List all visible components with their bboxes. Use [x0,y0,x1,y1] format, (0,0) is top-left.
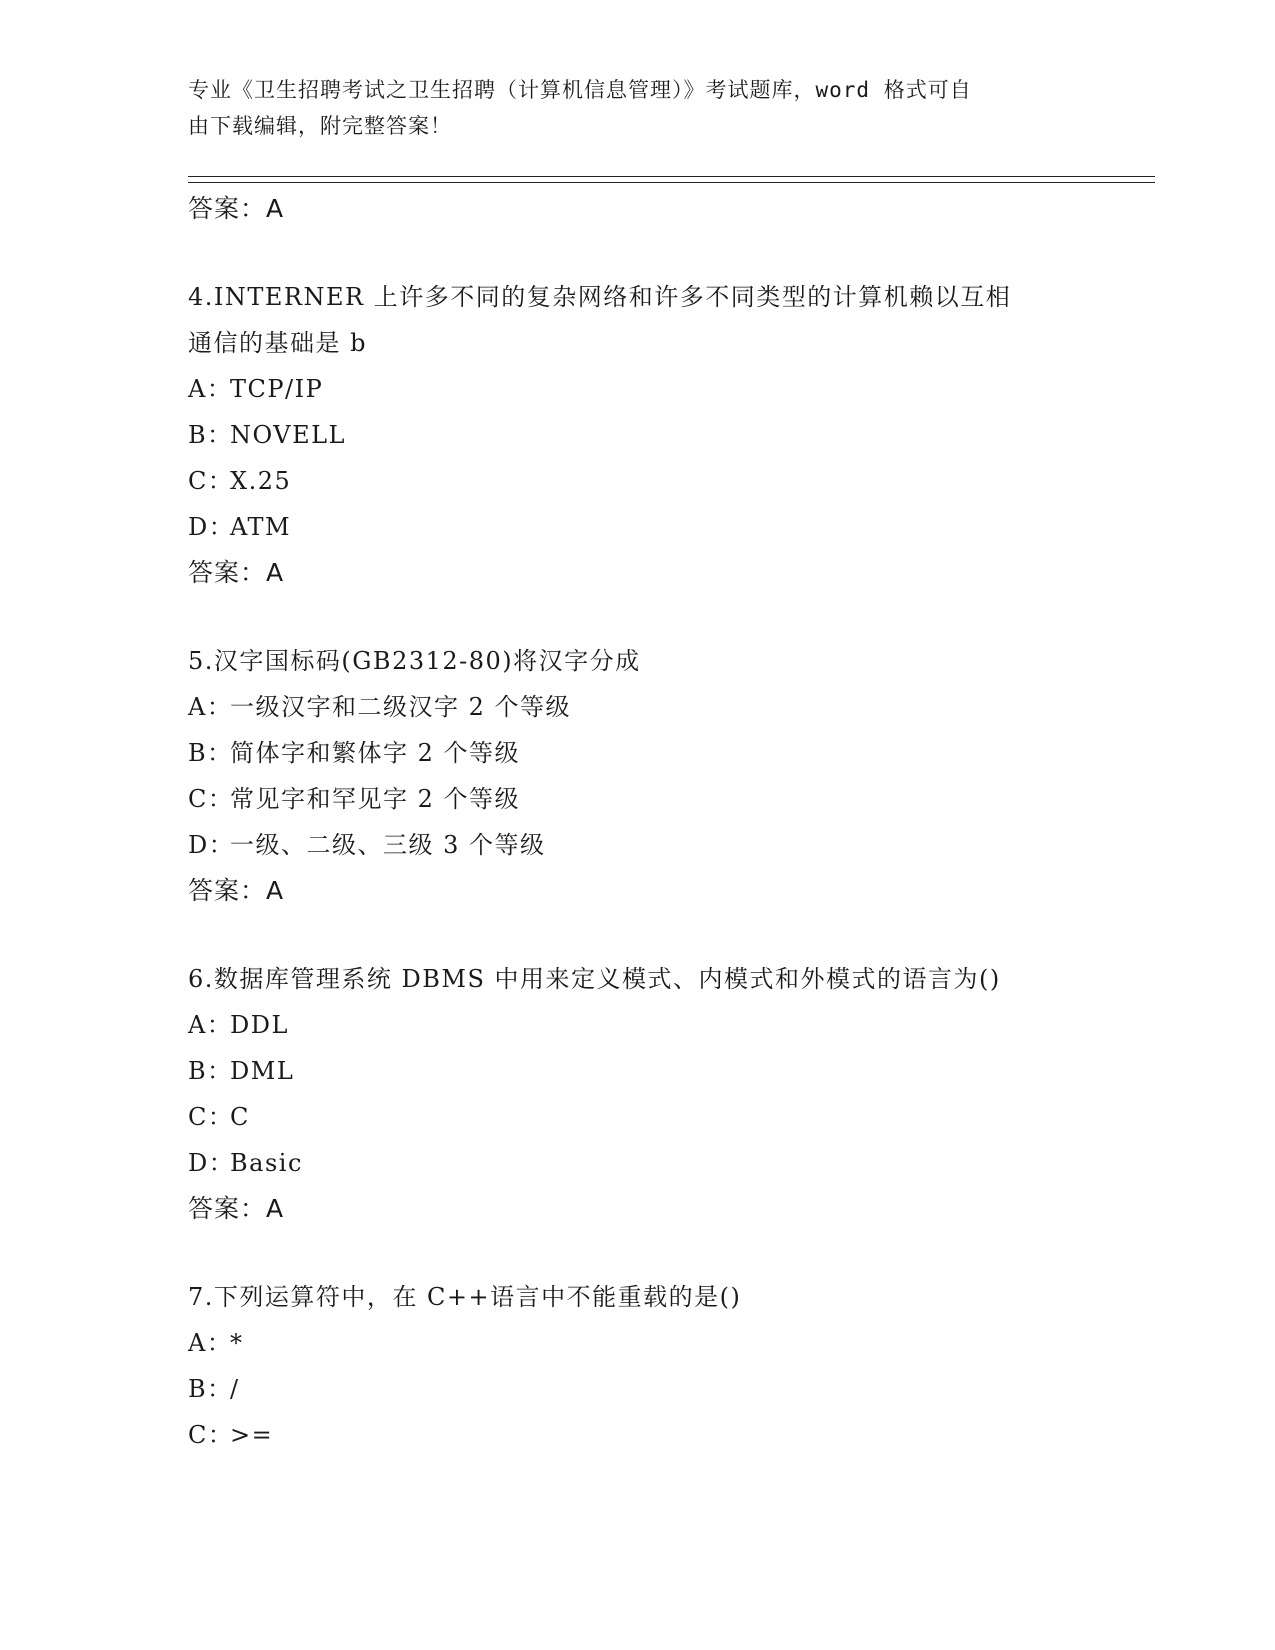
option-text: C [230,1103,250,1131]
option-a [188,366,1148,412]
option-c [188,1094,1148,1140]
option-text: / [230,1375,240,1403]
option-a [188,684,1148,730]
question-title [188,956,1068,1002]
answer-value: A [266,876,285,905]
option-c [188,1412,1148,1458]
answer-line [188,550,1148,596]
option-b [188,1048,1148,1094]
option-label: A： [188,1329,233,1357]
header-rule-bottom [188,182,1155,183]
question-title [188,274,1068,366]
option-label: B： [188,1057,233,1085]
question-5 [188,638,1148,914]
answer-value: A [266,1194,285,1223]
answer-label: 答案： [188,876,267,905]
option-a [188,1320,1148,1366]
option-a [188,1002,1148,1048]
question-title [188,638,1068,684]
question-title-line: 5.汉字国标码(GB2312-80)将汉字分成 [188,647,641,675]
option-label: C： [188,467,234,495]
option-text: Basic [230,1149,303,1177]
option-text: DDL [230,1011,289,1039]
option-b [188,1366,1148,1412]
question-4 [188,274,1148,596]
option-text: 一级、二级、三级 3 个等级 [230,831,546,859]
option-text: * [230,1329,244,1357]
option-label: D： [188,513,235,541]
option-label: B： [188,421,233,449]
header-line-1: 专业《卫生招聘考试之卫生招聘（计算机信息管理）》考试题库，word 格式可自 [188,78,972,102]
answer-value: A [266,194,285,223]
answer-label: 答案： [188,558,267,587]
answer-line [188,868,1148,914]
question-title-line: 通信的基础是 b [188,329,367,357]
option-label: B： [188,739,233,767]
header-line-2: 由下载编辑，附完整答案！ [188,114,452,138]
answer-label: 答案： [188,1194,267,1223]
option-c [188,458,1148,504]
header-rule-top [188,176,1155,177]
question-title [188,1274,1068,1320]
option-text: DML [230,1057,295,1085]
option-text: NOVELL [230,421,346,449]
option-d [188,1140,1148,1186]
option-b [188,412,1148,458]
option-label: C： [188,1421,234,1449]
question-7 [188,1274,1148,1458]
answer-line [188,186,1148,232]
option-label: C： [188,785,234,813]
option-label: A： [188,693,233,721]
question-6 [188,956,1148,1232]
question-title-line: 6.数据库管理系统 DBMS 中用来定义模式、内模式和外模式的语言为() [188,965,1001,993]
answer-label: 答案： [188,194,267,223]
option-text: X.25 [230,467,292,495]
option-text: >= [230,1421,274,1449]
option-label: C： [188,1103,234,1131]
option-label: A： [188,1011,233,1039]
option-label: A： [188,375,233,403]
option-d [188,822,1148,868]
option-c [188,776,1148,822]
option-text: 简体字和繁体字 2 个等级 [230,739,521,767]
option-label: D： [188,831,235,859]
document-header [188,72,1068,144]
option-text: 一级汉字和二级汉字 2 个等级 [230,693,572,721]
option-label: B： [188,1375,233,1403]
question-title-line: 4.INTERNER 上许多不同的复杂网络和许多不同类型的计算机赖以互相 [188,283,1012,311]
option-text: TCP/IP [230,375,324,403]
option-text: ATM [230,513,292,541]
option-label: D： [188,1149,235,1177]
question-title-line: 7.下列运算符中，在 C++语言中不能重载的是() [188,1283,742,1311]
question-list [188,186,1148,1458]
answer-value: A [266,558,285,587]
option-b [188,730,1148,776]
answer-line [188,1186,1148,1232]
option-d [188,504,1148,550]
option-text: 常见字和罕见字 2 个等级 [230,785,521,813]
